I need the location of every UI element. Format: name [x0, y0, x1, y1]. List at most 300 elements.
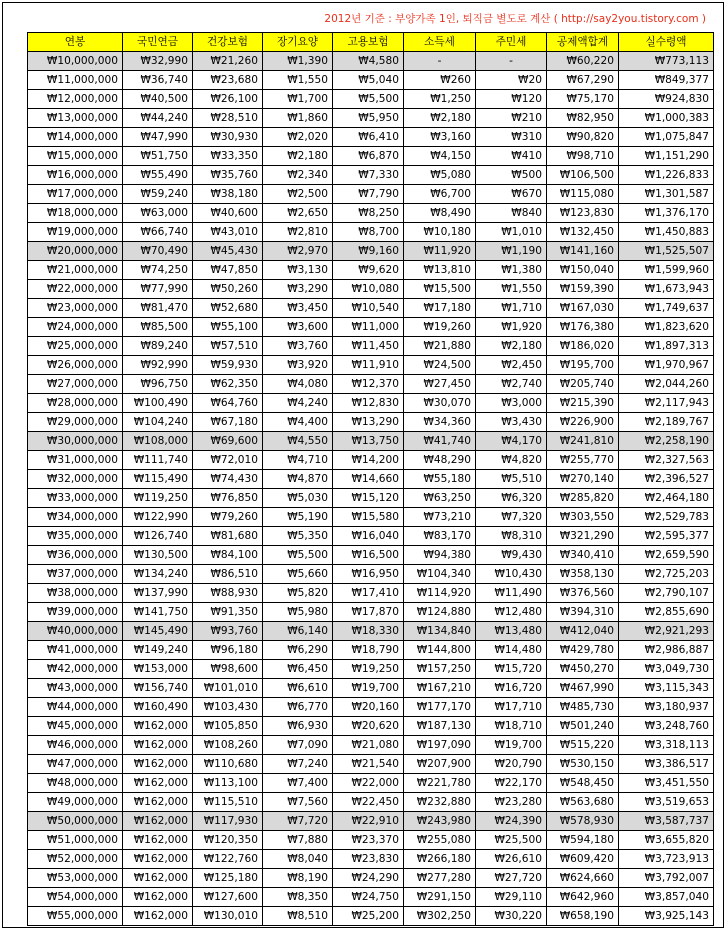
table-cell: ₩2,258,190: [619, 432, 714, 451]
table-row: [28, 71, 714, 90]
table-cell: ₩1,390: [263, 52, 333, 71]
table-cell: ₩162,000: [123, 888, 193, 907]
table-cell: ₩125,180: [193, 869, 263, 888]
table-cell: ₩2,740: [476, 375, 547, 394]
table-cell: ₩42,000,000: [28, 660, 123, 679]
table-cell: ₩132,450: [547, 223, 619, 242]
table-cell: ₩14,660: [333, 470, 404, 489]
table-cell: ₩134,840: [404, 622, 476, 641]
table-cell: ₩303,550: [547, 508, 619, 527]
table-cell: ₩38,180: [193, 185, 263, 204]
table-cell: ₩106,500: [547, 166, 619, 185]
table-cell: ₩23,000,000: [28, 299, 123, 318]
table-cell: ₩47,850: [193, 261, 263, 280]
table-cell: ₩14,000,000: [28, 128, 123, 147]
table-cell: ₩40,600: [193, 204, 263, 223]
table-row: [28, 280, 714, 299]
table-cell: ₩1,380: [476, 261, 547, 280]
table-cell: ₩81,680: [193, 527, 263, 546]
table-cell: ₩40,500: [123, 90, 193, 109]
table-cell: ₩221,780: [404, 774, 476, 793]
table-cell: ₩119,250: [123, 489, 193, 508]
table-cell: ₩59,930: [193, 356, 263, 375]
table-cell: ₩207,900: [404, 755, 476, 774]
table-row: [28, 888, 714, 907]
table-cell: ₩16,500: [333, 546, 404, 565]
table-cell: ₩24,290: [333, 869, 404, 888]
table-cell: ₩43,000,000: [28, 679, 123, 698]
table-cell: ₩11,490: [476, 584, 547, 603]
header-employment-insurance: 고용보험: [333, 33, 404, 52]
table-row: [28, 166, 714, 185]
table-cell: ₩167,030: [547, 299, 619, 318]
table-cell: ₩429,780: [547, 641, 619, 660]
table-cell: ₩44,240: [123, 109, 193, 128]
table-row: [28, 128, 714, 147]
table-cell: ₩11,000,000: [28, 71, 123, 90]
table-cell: ₩149,240: [123, 641, 193, 660]
table-cell: ₩3,248,760: [619, 717, 714, 736]
table-cell: -: [404, 52, 476, 71]
table-cell: ₩21,000,000: [28, 261, 123, 280]
table-cell: ₩277,280: [404, 869, 476, 888]
table-cell: ₩3,430: [476, 413, 547, 432]
salary-table: [27, 32, 714, 926]
table-cell: ₩358,130: [547, 565, 619, 584]
table-header-row: [28, 33, 714, 52]
table-cell: ₩43,010: [193, 223, 263, 242]
table-cell: ₩21,080: [333, 736, 404, 755]
table-cell: ₩156,740: [123, 679, 193, 698]
table-cell: ₩13,290: [333, 413, 404, 432]
table-cell: ₩92,990: [123, 356, 193, 375]
table-cell: ₩187,130: [404, 717, 476, 736]
table-cell: ₩19,250: [333, 660, 404, 679]
table-cell: ₩14,480: [476, 641, 547, 660]
table-cell: ₩7,090: [263, 736, 333, 755]
table-cell: ₩94,380: [404, 546, 476, 565]
table-cell: ₩2,659,590: [619, 546, 714, 565]
table-cell: ₩28,000,000: [28, 394, 123, 413]
table-cell: ₩4,400: [263, 413, 333, 432]
table-cell: ₩7,400: [263, 774, 333, 793]
table-cell: ₩12,370: [333, 375, 404, 394]
table-cell: ₩27,720: [476, 869, 547, 888]
table-cell: ₩25,500: [476, 831, 547, 850]
table-cell: ₩5,030: [263, 489, 333, 508]
table-cell: ₩11,000: [333, 318, 404, 337]
table-cell: ₩28,510: [193, 109, 263, 128]
table-row: [28, 489, 714, 508]
table-cell: ₩2,921,293: [619, 622, 714, 641]
table-cell: ₩47,990: [123, 128, 193, 147]
table-row: [28, 432, 714, 451]
table-row: [28, 356, 714, 375]
table-cell: ₩145,490: [123, 622, 193, 641]
table-cell: ₩563,680: [547, 793, 619, 812]
table-cell: ₩127,600: [193, 888, 263, 907]
table-cell: ₩23,370: [333, 831, 404, 850]
table-cell: ₩4,820: [476, 451, 547, 470]
table-cell: ₩7,330: [333, 166, 404, 185]
table-cell: ₩126,740: [123, 527, 193, 546]
table-cell: ₩77,990: [123, 280, 193, 299]
table-cell: ₩33,350: [193, 147, 263, 166]
page-caption: 2012년 기준 : 부양가족 1인, 퇴직금 별도로 계산 ( http://say2you.tistory.com ): [324, 13, 706, 25]
table-cell: ₩773,113: [619, 52, 714, 71]
table-cell: ₩3,587,737: [619, 812, 714, 831]
table-cell: ₩9,430: [476, 546, 547, 565]
table-row: [28, 508, 714, 527]
table-cell: ₩16,950: [333, 565, 404, 584]
table-cell: ₩11,920: [404, 242, 476, 261]
table-cell: ₩5,080: [404, 166, 476, 185]
table-cell: ₩1,599,960: [619, 261, 714, 280]
table-cell: ₩670: [476, 185, 547, 204]
table-cell: ₩3,857,040: [619, 888, 714, 907]
table-row: [28, 527, 714, 546]
table-cell: ₩16,000,000: [28, 166, 123, 185]
table-cell: ₩21,540: [333, 755, 404, 774]
table-cell: ₩75,170: [547, 90, 619, 109]
table-cell: ₩7,560: [263, 793, 333, 812]
table-cell: ₩5,820: [263, 584, 333, 603]
table-cell: ₩51,750: [123, 147, 193, 166]
table-cell: ₩7,880: [263, 831, 333, 850]
table-cell: ₩266,180: [404, 850, 476, 869]
table-cell: ₩1,250: [404, 90, 476, 109]
table-cell: ₩160,490: [123, 698, 193, 717]
table-cell: ₩62,350: [193, 375, 263, 394]
table-cell: ₩6,140: [263, 622, 333, 641]
table-cell: ₩162,000: [123, 812, 193, 831]
header-long-term-care: 장기요양: [263, 33, 333, 52]
table-cell: ₩255,080: [404, 831, 476, 850]
table-cell: ₩144,800: [404, 641, 476, 660]
table-cell: ₩26,610: [476, 850, 547, 869]
header-resident-tax: 주민세: [476, 33, 547, 52]
table-row: [28, 736, 714, 755]
table-row: [28, 204, 714, 223]
table-cell: ₩8,700: [333, 223, 404, 242]
table-cell: ₩2,180: [263, 147, 333, 166]
table-cell: ₩23,680: [193, 71, 263, 90]
table-cell: ₩3,049,730: [619, 660, 714, 679]
table-cell: ₩1,450,883: [619, 223, 714, 242]
table-row: [28, 641, 714, 660]
table-cell: ₩64,760: [193, 394, 263, 413]
table-cell: ₩2,595,377: [619, 527, 714, 546]
table-cell: ₩27,450: [404, 375, 476, 394]
table-cell: ₩9,620: [333, 261, 404, 280]
header-total-deduction: 공제액합계: [547, 33, 619, 52]
table-cell: ₩137,990: [123, 584, 193, 603]
table-cell: ₩105,850: [193, 717, 263, 736]
table-cell: ₩18,790: [333, 641, 404, 660]
table-cell: ₩63,000: [123, 204, 193, 223]
table-row: [28, 698, 714, 717]
table-cell: ₩17,410: [333, 584, 404, 603]
table-cell: ₩48,000,000: [28, 774, 123, 793]
table-cell: ₩34,360: [404, 413, 476, 432]
table-cell: ₩1,151,290: [619, 147, 714, 166]
table-cell: ₩162,000: [123, 850, 193, 869]
table-cell: ₩162,000: [123, 736, 193, 755]
table-cell: ₩22,000,000: [28, 280, 123, 299]
table-cell: ₩73,210: [404, 508, 476, 527]
table-cell: ₩501,240: [547, 717, 619, 736]
table-cell: ₩3,451,550: [619, 774, 714, 793]
table-cell: ₩10,430: [476, 565, 547, 584]
table-cell: ₩10,180: [404, 223, 476, 242]
table-cell: ₩22,000: [333, 774, 404, 793]
table-cell: ₩44,000,000: [28, 698, 123, 717]
table-cell: ₩27,000,000: [28, 375, 123, 394]
table-cell: ₩1,860: [263, 109, 333, 128]
table-cell: ₩88,930: [193, 584, 263, 603]
table-row: [28, 812, 714, 831]
table-cell: ₩467,990: [547, 679, 619, 698]
table-cell: ₩15,720: [476, 660, 547, 679]
table-cell: ₩55,000,000: [28, 907, 123, 926]
table-cell: ₩2,327,563: [619, 451, 714, 470]
table-cell: ₩8,490: [404, 204, 476, 223]
table-cell: ₩8,510: [263, 907, 333, 926]
table-cell: ₩134,240: [123, 565, 193, 584]
table-cell: ₩1,920: [476, 318, 547, 337]
table-cell: ₩3,115,343: [619, 679, 714, 698]
table-cell: ₩67,180: [193, 413, 263, 432]
table-row: [28, 375, 714, 394]
table-cell: ₩11,910: [333, 356, 404, 375]
table-cell: ₩3,180,937: [619, 698, 714, 717]
table-row: [28, 147, 714, 166]
table-cell: ₩1,000,383: [619, 109, 714, 128]
table-cell: ₩15,120: [333, 489, 404, 508]
table-row: [28, 831, 714, 850]
table-cell: ₩9,160: [333, 242, 404, 261]
header-net-pay: 실수령액: [619, 33, 714, 52]
table-cell: ₩96,750: [123, 375, 193, 394]
table-cell: ₩3,290: [263, 280, 333, 299]
table-cell: ₩3,386,517: [619, 755, 714, 774]
table-cell: ₩3,000: [476, 394, 547, 413]
table-cell: ₩18,710: [476, 717, 547, 736]
table-cell: ₩16,040: [333, 527, 404, 546]
table-cell: ₩120: [476, 90, 547, 109]
table-cell: ₩485,730: [547, 698, 619, 717]
table-cell: ₩6,290: [263, 641, 333, 660]
table-cell: ₩33,000,000: [28, 489, 123, 508]
table-cell: ₩16,720: [476, 679, 547, 698]
table-cell: ₩2,986,887: [619, 641, 714, 660]
table-cell: ₩195,700: [547, 356, 619, 375]
table-cell: ₩24,000,000: [28, 318, 123, 337]
table-cell: ₩5,510: [476, 470, 547, 489]
table-cell: ₩5,660: [263, 565, 333, 584]
table-cell: ₩84,100: [193, 546, 263, 565]
table-row: [28, 52, 714, 71]
table-row: [28, 90, 714, 109]
table-row: [28, 318, 714, 337]
table-cell: ₩530,150: [547, 755, 619, 774]
table-cell: ₩100,490: [123, 394, 193, 413]
table-row: [28, 603, 714, 622]
table-cell: ₩594,180: [547, 831, 619, 850]
header-annual-salary: 연봉: [28, 33, 123, 52]
table-row: [28, 622, 714, 641]
table-cell: ₩32,990: [123, 52, 193, 71]
table-cell: ₩36,000,000: [28, 546, 123, 565]
table-cell: ₩117,930: [193, 812, 263, 831]
table-cell: ₩83,170: [404, 527, 476, 546]
table-cell: ₩255,770: [547, 451, 619, 470]
table-cell: ₩79,260: [193, 508, 263, 527]
table-cell: ₩20,790: [476, 755, 547, 774]
table-cell: ₩1,075,847: [619, 128, 714, 147]
table-cell: ₩20,620: [333, 717, 404, 736]
table-row: [28, 907, 714, 926]
table-cell: ₩5,950: [333, 109, 404, 128]
table-cell: ₩123,830: [547, 204, 619, 223]
table-cell: ₩36,740: [123, 71, 193, 90]
table-cell: ₩37,000,000: [28, 565, 123, 584]
header-national-pension: 국민연금: [123, 33, 193, 52]
table-cell: ₩59,240: [123, 185, 193, 204]
table-cell: ₩20,160: [333, 698, 404, 717]
table-cell: ₩4,240: [263, 394, 333, 413]
table-cell: ₩19,700: [333, 679, 404, 698]
table-cell: ₩3,318,113: [619, 736, 714, 755]
table-cell: ₩30,070: [404, 394, 476, 413]
table-row: [28, 869, 714, 888]
table-cell: ₩54,000,000: [28, 888, 123, 907]
table-cell: ₩21,880: [404, 337, 476, 356]
table-cell: ₩122,990: [123, 508, 193, 527]
table-cell: ₩7,720: [263, 812, 333, 831]
table-cell: ₩5,040: [333, 71, 404, 90]
table-cell: ₩6,700: [404, 185, 476, 204]
table-cell: ₩2,044,260: [619, 375, 714, 394]
table-cell: ₩45,000,000: [28, 717, 123, 736]
table-cell: ₩17,000,000: [28, 185, 123, 204]
table-cell: ₩3,600: [263, 318, 333, 337]
table-cell: ₩215,390: [547, 394, 619, 413]
table-cell: ₩41,740: [404, 432, 476, 451]
table-cell: ₩31,000,000: [28, 451, 123, 470]
table-cell: ₩1,376,170: [619, 204, 714, 223]
table-cell: ₩1,226,833: [619, 166, 714, 185]
table-cell: ₩101,010: [193, 679, 263, 698]
table-cell: ₩8,310: [476, 527, 547, 546]
table-row: [28, 185, 714, 204]
table-cell: ₩29,000,000: [28, 413, 123, 432]
table-cell: ₩500: [476, 166, 547, 185]
table-cell: ₩15,500: [404, 280, 476, 299]
table-cell: ₩243,980: [404, 812, 476, 831]
table-cell: ₩38,000,000: [28, 584, 123, 603]
table-cell: ₩98,710: [547, 147, 619, 166]
table-row: [28, 679, 714, 698]
table-row: [28, 793, 714, 812]
table-cell: ₩162,000: [123, 774, 193, 793]
table-cell: ₩17,180: [404, 299, 476, 318]
table-cell: ₩241,810: [547, 432, 619, 451]
table-cell: ₩13,810: [404, 261, 476, 280]
table-cell: ₩159,390: [547, 280, 619, 299]
table-cell: ₩41,000,000: [28, 641, 123, 660]
table-cell: ₩130,500: [123, 546, 193, 565]
table-cell: ₩840: [476, 204, 547, 223]
table-row: [28, 565, 714, 584]
table-cell: ₩4,710: [263, 451, 333, 470]
table-cell: ₩260: [404, 71, 476, 90]
table-cell: ₩2,189,767: [619, 413, 714, 432]
table-cell: ₩81,470: [123, 299, 193, 318]
table-cell: ₩53,000,000: [28, 869, 123, 888]
table-cell: ₩108,000: [123, 432, 193, 451]
table-cell: ₩2,529,783: [619, 508, 714, 527]
table-cell: ₩35,760: [193, 166, 263, 185]
table-cell: ₩2,725,203: [619, 565, 714, 584]
table-cell: ₩310: [476, 128, 547, 147]
table-cell: ₩186,020: [547, 337, 619, 356]
table-cell: ₩658,190: [547, 907, 619, 926]
table-cell: ₩849,377: [619, 71, 714, 90]
table-cell: ₩32,000,000: [28, 470, 123, 489]
table-cell: ₩13,000,000: [28, 109, 123, 128]
table-row: [28, 394, 714, 413]
table-cell: ₩2,020: [263, 128, 333, 147]
table-cell: ₩60,220: [547, 52, 619, 71]
table-cell: ₩15,580: [333, 508, 404, 527]
table-cell: ₩340,410: [547, 546, 619, 565]
table-cell: ₩1,749,637: [619, 299, 714, 318]
table-cell: ₩3,925,143: [619, 907, 714, 926]
table-cell: ₩162,000: [123, 907, 193, 926]
table-cell: ₩104,340: [404, 565, 476, 584]
table-cell: ₩85,500: [123, 318, 193, 337]
table-row: [28, 660, 714, 679]
table-cell: ₩114,920: [404, 584, 476, 603]
table-cell: ₩120,350: [193, 831, 263, 850]
table-cell: ₩1,190: [476, 242, 547, 261]
header-health-insurance: 건강보험: [193, 33, 263, 52]
table-cell: ₩10,540: [333, 299, 404, 318]
table-cell: ₩26,000,000: [28, 356, 123, 375]
table-cell: ₩578,930: [547, 812, 619, 831]
table-cell: ₩1,301,587: [619, 185, 714, 204]
table-cell: ₩51,000,000: [28, 831, 123, 850]
table-cell: ₩515,220: [547, 736, 619, 755]
table-cell: ₩115,510: [193, 793, 263, 812]
table-cell: ₩2,790,107: [619, 584, 714, 603]
table-cell: ₩24,390: [476, 812, 547, 831]
table-cell: ₩7,320: [476, 508, 547, 527]
table-cell: ₩18,000,000: [28, 204, 123, 223]
table-cell: ₩3,519,653: [619, 793, 714, 812]
table-row: [28, 774, 714, 793]
table-cell: ₩2,450: [476, 356, 547, 375]
table-row: [28, 242, 714, 261]
table-cell: ₩232,880: [404, 793, 476, 812]
table-cell: ₩90,820: [547, 128, 619, 147]
table-cell: ₩1,525,507: [619, 242, 714, 261]
table-cell: ₩141,750: [123, 603, 193, 622]
table-cell: ₩23,280: [476, 793, 547, 812]
table-cell: ₩8,040: [263, 850, 333, 869]
table-cell: ₩2,855,690: [619, 603, 714, 622]
